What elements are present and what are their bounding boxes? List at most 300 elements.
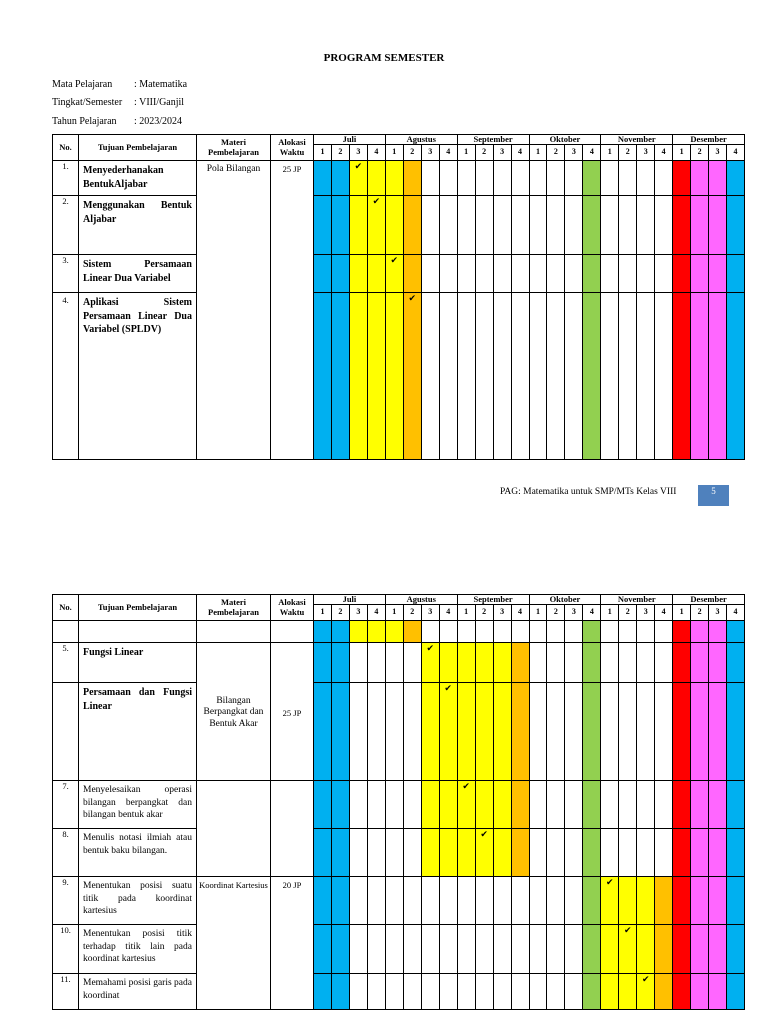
week-cell (691, 196, 709, 255)
week-cell (565, 161, 583, 196)
week-cell (385, 196, 403, 255)
week-cell (727, 877, 745, 925)
week-cell (601, 829, 619, 877)
week-cell (547, 683, 565, 781)
week-cell (385, 161, 403, 196)
week-cell (367, 974, 385, 1010)
week-cell (457, 925, 475, 974)
week-cell (691, 974, 709, 1010)
week-header: 2 (547, 145, 565, 161)
week-cell (601, 974, 619, 1010)
week-cell (691, 643, 709, 683)
week-header: 2 (475, 145, 493, 161)
week-cell (547, 161, 565, 196)
week-header: 1 (601, 145, 619, 161)
week-cell (331, 621, 349, 643)
week-cell (367, 829, 385, 877)
row-materi: Bilangan Berpangkat dan Bentuk Akar (197, 643, 271, 781)
week-cell (529, 925, 547, 974)
row-materi (197, 621, 271, 643)
week-cell (709, 621, 727, 643)
week-header: 1 (385, 605, 403, 621)
week-header: 1 (529, 605, 547, 621)
week-cell (601, 925, 619, 974)
week-cell (601, 877, 619, 925)
week-cell (673, 255, 691, 293)
week-header: 3 (349, 605, 367, 621)
week-header: 4 (439, 605, 457, 621)
week-header: 2 (619, 145, 637, 161)
week-cell (547, 974, 565, 1010)
week-header: 2 (691, 145, 709, 161)
table-row (53, 293, 745, 460)
week-header: 2 (691, 605, 709, 621)
week-cell (331, 683, 349, 781)
week-cell (385, 255, 403, 293)
check-icon: ✔ (444, 683, 452, 694)
week-cell (673, 683, 691, 781)
week-cell (673, 621, 691, 643)
row-tujuan: Fungsi Linear (79, 643, 197, 683)
week-header: 1 (673, 605, 691, 621)
week-cell (673, 925, 691, 974)
week-cell (601, 621, 619, 643)
week-header: 3 (709, 605, 727, 621)
week-cell (493, 925, 511, 974)
week-cell (637, 877, 655, 925)
week-header: 4 (511, 145, 529, 161)
week-cell (511, 621, 529, 643)
week-cell (475, 877, 493, 925)
header-month: Desember (673, 135, 745, 145)
table-row (53, 925, 745, 974)
week-header: 2 (331, 605, 349, 621)
week-cell (367, 255, 385, 293)
week-cell (529, 621, 547, 643)
row-tujuan: Memahami posisi garis pada koordinat (79, 974, 197, 1010)
week-cell (637, 974, 655, 1010)
week-cell (619, 877, 637, 925)
week-cell (655, 196, 673, 255)
week-header: 2 (331, 145, 349, 161)
week-cell (421, 925, 439, 974)
info-subject (52, 79, 187, 90)
row-number: 1. (53, 161, 79, 196)
week-cell (403, 974, 421, 1010)
week-cell (601, 196, 619, 255)
week-cell (673, 161, 691, 196)
header-month: September (457, 135, 529, 145)
week-cell (619, 293, 637, 460)
table-row (53, 974, 745, 1010)
week-cell (727, 925, 745, 974)
header-no: No. (53, 135, 79, 161)
week-cell (331, 925, 349, 974)
row-number: 9. (53, 877, 79, 925)
week-cell (475, 683, 493, 781)
check-icon: ✔ (390, 255, 399, 266)
week-cell (403, 196, 421, 255)
week-header: 1 (601, 605, 619, 621)
week-cell (331, 161, 349, 196)
week-cell (655, 293, 673, 460)
week-cell (493, 877, 511, 925)
week-cell (619, 255, 637, 293)
week-cell (403, 877, 421, 925)
week-cell (565, 621, 583, 643)
week-cell (511, 683, 529, 781)
week-cell (475, 925, 493, 974)
week-cell (367, 621, 385, 643)
week-cell (655, 621, 673, 643)
week-cell (331, 781, 349, 829)
week-cell (655, 974, 673, 1010)
header-month: Oktober (529, 135, 601, 145)
week-header: 4 (367, 605, 385, 621)
table-row (53, 877, 745, 925)
week-cell (655, 829, 673, 877)
week-cell (493, 829, 511, 877)
week-cell (403, 683, 421, 781)
week-cell (727, 781, 745, 829)
week-header: 4 (727, 145, 745, 161)
week-cell (331, 196, 349, 255)
table-row (53, 683, 745, 781)
week-cell (727, 161, 745, 196)
week-cell (565, 781, 583, 829)
week-cell (314, 683, 332, 781)
check-icon: ✔ (641, 974, 650, 985)
table-row (53, 255, 745, 293)
week-header: 3 (421, 605, 439, 621)
table-row (53, 643, 745, 683)
week-cell (565, 683, 583, 781)
week-cell (457, 829, 475, 877)
week-cell (457, 974, 475, 1010)
week-cell (349, 621, 367, 643)
week-cell (349, 683, 367, 781)
week-header: 2 (475, 605, 493, 621)
week-cell (619, 196, 637, 255)
week-cell (385, 829, 403, 877)
week-header: 1 (457, 145, 475, 161)
week-cell (314, 161, 332, 196)
week-header: 4 (583, 605, 601, 621)
week-cell (727, 621, 745, 643)
week-cell (475, 829, 493, 877)
week-cell (529, 683, 547, 781)
week-cell (367, 781, 385, 829)
check-icon: ✔ (372, 196, 381, 207)
week-cell (511, 974, 529, 1010)
week-cell (583, 196, 601, 255)
week-cell (619, 621, 637, 643)
week-cell (493, 643, 511, 683)
week-cell (583, 293, 601, 460)
week-cell (511, 255, 529, 293)
week-cell (439, 829, 457, 877)
week-cell (475, 781, 493, 829)
week-cell (691, 683, 709, 781)
page-number: 5 (698, 485, 729, 506)
week-cell (457, 781, 475, 829)
week-cell (439, 974, 457, 1010)
week-cell (421, 293, 439, 460)
week-cell (403, 255, 421, 293)
info-year (52, 116, 182, 127)
week-cell (727, 255, 745, 293)
row-number: 10. (53, 925, 79, 974)
week-cell (691, 877, 709, 925)
table-row (53, 781, 745, 829)
page-title: PROGRAM SEMESTER (323, 52, 445, 64)
header-month: Oktober (529, 595, 601, 605)
row-tujuan: Menyederhanakan BentukAljabar (79, 161, 197, 196)
week-cell (403, 781, 421, 829)
week-header: 1 (385, 145, 403, 161)
week-cell (709, 974, 727, 1010)
week-header: 4 (367, 145, 385, 161)
week-cell (439, 161, 457, 196)
week-cell (547, 621, 565, 643)
week-cell (709, 781, 727, 829)
week-cell (673, 196, 691, 255)
row-number: 2. (53, 196, 79, 255)
table-row (53, 196, 745, 255)
week-cell (655, 643, 673, 683)
week-cell (709, 877, 727, 925)
week-cell (367, 196, 385, 255)
week-header: 4 (511, 605, 529, 621)
header-row (53, 135, 745, 145)
week-cell (475, 621, 493, 643)
week-cell (439, 293, 457, 460)
week-cell (421, 196, 439, 255)
week-cell (565, 643, 583, 683)
week-cell (691, 293, 709, 460)
week-cell (314, 925, 332, 974)
row-tujuan: Persamaan dan Fungsi Linear (79, 683, 197, 781)
header-materi: Materi Pembelajaran (197, 595, 271, 621)
week-cell (691, 621, 709, 643)
week-cell (314, 255, 332, 293)
check-icon: ✔ (462, 781, 470, 792)
week-cell (727, 683, 745, 781)
week-cell (601, 643, 619, 683)
week-cell (403, 829, 421, 877)
week-cell (475, 974, 493, 1010)
week-cell (475, 293, 493, 460)
week-cell (655, 683, 673, 781)
week-cell (457, 196, 475, 255)
week-header: 1 (457, 605, 475, 621)
check-icon: ✔ (480, 829, 488, 840)
header-month: Juli (314, 595, 386, 605)
week-header: 2 (403, 145, 421, 161)
week-cell (349, 829, 367, 877)
week-cell (314, 829, 332, 877)
week-cell (637, 161, 655, 196)
week-cell (709, 829, 727, 877)
header-tujuan: Tujuan Pembelajaran (79, 595, 197, 621)
week-cell (529, 293, 547, 460)
row-alokasi (271, 781, 314, 877)
week-header: 3 (493, 605, 511, 621)
week-cell (655, 925, 673, 974)
week-cell (367, 643, 385, 683)
week-cell (637, 643, 655, 683)
header-month: Agustus (385, 135, 457, 145)
week-cell (331, 643, 349, 683)
week-header: 1 (314, 145, 332, 161)
week-cell (565, 196, 583, 255)
week-cell (421, 877, 439, 925)
week-cell (421, 781, 439, 829)
week-header: 4 (655, 145, 673, 161)
row-number: 3. (53, 255, 79, 293)
week-header: 3 (493, 145, 511, 161)
week-cell (403, 293, 421, 460)
week-cell (619, 925, 637, 974)
week-cell (547, 925, 565, 974)
week-cell (493, 621, 511, 643)
week-cell (619, 974, 637, 1010)
week-cell (727, 293, 745, 460)
week-cell (583, 621, 601, 643)
week-cell (565, 293, 583, 460)
row-number: 4. (53, 293, 79, 460)
week-cell (511, 643, 529, 683)
week-cell (583, 829, 601, 877)
week-cell (439, 255, 457, 293)
week-cell (709, 161, 727, 196)
week-cell (421, 683, 439, 781)
row-materi: Pola Bilangan (197, 161, 271, 460)
week-cell (349, 293, 367, 460)
header-month: Desember (673, 595, 745, 605)
week-cell (457, 255, 475, 293)
week-cell (367, 683, 385, 781)
check-icon: ✔ (606, 877, 614, 888)
week-header: 4 (583, 145, 601, 161)
week-cell (529, 877, 547, 925)
week-cell (601, 293, 619, 460)
week-cell (691, 781, 709, 829)
row-alokasi: 25 JP (271, 643, 314, 781)
info-value: : Matematika (134, 79, 188, 90)
week-cell (637, 621, 655, 643)
week-cell (314, 621, 332, 643)
header-month: Juli (314, 135, 386, 145)
week-cell (439, 621, 457, 643)
week-cell (457, 293, 475, 460)
week-cell (727, 974, 745, 1010)
info-grade (52, 97, 184, 108)
week-cell (529, 974, 547, 1010)
week-cell (655, 255, 673, 293)
week-cell (493, 196, 511, 255)
week-cell (619, 643, 637, 683)
week-cell (385, 781, 403, 829)
week-cell (314, 196, 332, 255)
row-tujuan: Menyelesaikan operasi bilangan berpangkat dan bilangan bentuk akar (79, 781, 197, 829)
week-cell (349, 255, 367, 293)
info-value: : 2023/2024 (134, 116, 183, 127)
week-cell (673, 974, 691, 1010)
week-cell (583, 925, 601, 974)
week-header: 1 (529, 145, 547, 161)
week-cell (637, 196, 655, 255)
week-cell (349, 925, 367, 974)
week-cell (457, 643, 475, 683)
info-label: Mata Pelajaran (52, 79, 113, 90)
week-cell (331, 877, 349, 925)
row-materi: Koordinat Kartesius (197, 877, 271, 1010)
week-cell (421, 829, 439, 877)
week-header: 3 (565, 605, 583, 621)
row-alokasi: 25 JP (271, 161, 314, 460)
header-month: November (601, 135, 673, 145)
row-tujuan: Aplikasi Sistem Persamaan Linear Dua Variabel (SPLDV) (79, 293, 197, 460)
row-number: 5. (53, 643, 79, 683)
week-cell (421, 643, 439, 683)
week-cell (547, 196, 565, 255)
row-tujuan: Menggunakan Bentuk Aljabar (79, 196, 197, 255)
week-cell (529, 643, 547, 683)
week-cell (529, 255, 547, 293)
week-cell (493, 974, 511, 1010)
check-icon: ✔ (426, 643, 434, 654)
week-cell (385, 925, 403, 974)
week-cell (457, 161, 475, 196)
header-month: Agustus (385, 595, 457, 605)
week-cell (331, 974, 349, 1010)
week-cell (403, 643, 421, 683)
week-cell (349, 974, 367, 1010)
program-table-1 (52, 134, 745, 460)
week-cell (421, 621, 439, 643)
week-cell (637, 925, 655, 974)
week-cell (493, 781, 511, 829)
row-tujuan (79, 621, 197, 643)
week-cell (583, 877, 601, 925)
week-cell (601, 161, 619, 196)
week-cell (565, 974, 583, 1010)
week-cell (691, 161, 709, 196)
week-cell (475, 196, 493, 255)
week-cell (727, 643, 745, 683)
week-header: 3 (637, 145, 655, 161)
week-cell (367, 877, 385, 925)
check-icon: ✔ (623, 925, 632, 936)
week-cell (565, 255, 583, 293)
row-tujuan: Menulis notasi ilmiah atau bentuk baku bilangan. (79, 829, 197, 877)
week-cell (583, 255, 601, 293)
row-number: 7. (53, 781, 79, 829)
week-cell (673, 293, 691, 460)
check-icon: ✔ (354, 161, 363, 172)
info-label: Tahun Pelajaran (52, 116, 117, 127)
week-cell (511, 293, 529, 460)
week-cell (547, 293, 565, 460)
week-cell (439, 196, 457, 255)
week-cell (709, 293, 727, 460)
info-label: Tingkat/Semester (52, 97, 123, 108)
header-materi: Materi Pembelajaran (197, 135, 271, 161)
week-cell (565, 925, 583, 974)
week-cell (367, 925, 385, 974)
week-cell (583, 161, 601, 196)
